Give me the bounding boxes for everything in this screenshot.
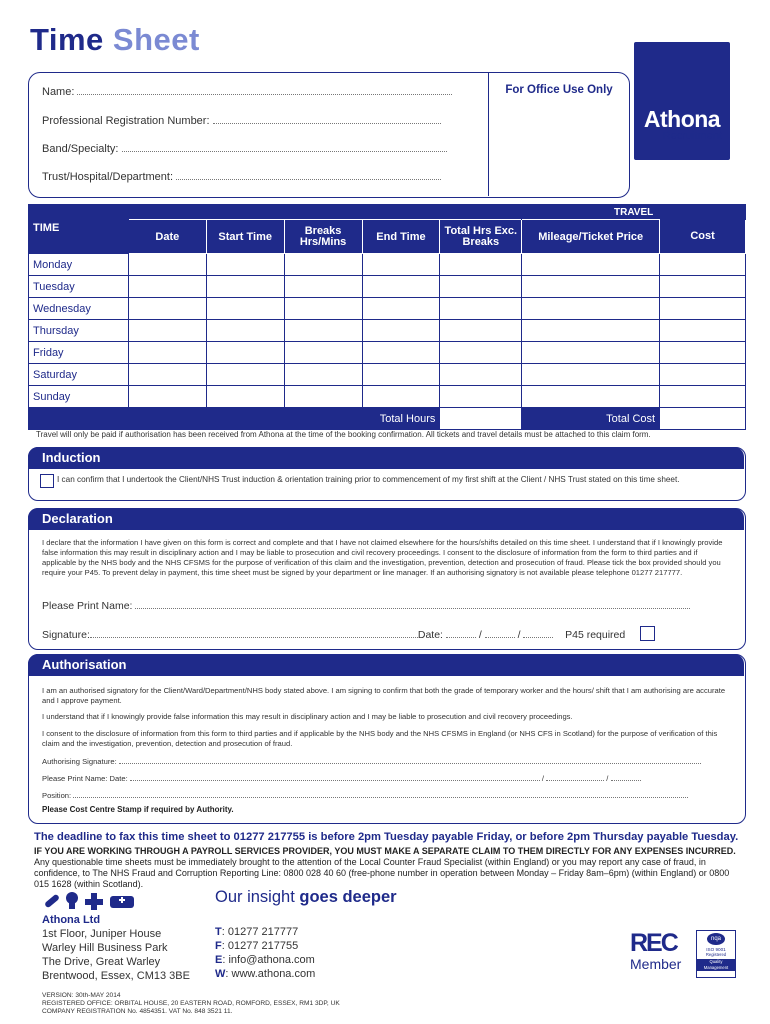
registration-line[interactable]	[213, 115, 441, 124]
col-header: Mileage/Ticket Price	[522, 220, 660, 254]
authorising-signature-field[interactable]	[42, 755, 702, 766]
rec-member-label: Member	[630, 956, 682, 972]
authorising-print-label: Please Print Name: Date:	[42, 774, 128, 783]
address-line: Warley Hill Business Park	[42, 942, 168, 954]
address-line: The Drive, Great Warley	[42, 956, 161, 968]
band-label: Band/Specialty:	[42, 143, 119, 155]
rec-member-badge	[630, 930, 692, 978]
start-cell[interactable]	[206, 364, 284, 386]
start-cell[interactable]	[206, 320, 284, 342]
start-cell[interactable]	[206, 386, 284, 408]
page-title	[30, 22, 200, 58]
company-registration-line: COMPANY REGISTRATION No. 4854351. VAT No. 848 3521 11.	[42, 1008, 233, 1015]
breaks-cell[interactable]	[284, 320, 362, 342]
tagline	[215, 888, 397, 907]
cost-cell[interactable]	[660, 298, 746, 320]
table-row	[29, 342, 746, 364]
syringe-icon	[44, 894, 60, 909]
table-header	[29, 220, 746, 254]
col-header: Breaks Hrs/Mins	[284, 220, 362, 254]
end-cell[interactable]	[362, 342, 440, 364]
table-row	[29, 320, 746, 342]
authorisation-para-3: I consent to the disclosure of information from this form to third parties and if applicable by the NHS body and the NHS CFSMS in England (or NHS CFS in Scotland) for the purpose of verification of this claim and the investigation, prevention, detection and prosecution of fraud.	[42, 729, 718, 748]
day-label: Tuesday	[29, 276, 129, 298]
induction-checkbox[interactable]	[40, 474, 54, 493]
registration-field[interactable]	[42, 115, 462, 127]
p45-checkbox[interactable]	[640, 626, 655, 646]
col-header: Date	[128, 220, 206, 254]
website-line[interactable]: W: www.athona.com	[215, 968, 316, 980]
total-cell[interactable]	[440, 342, 522, 364]
total-cell[interactable]	[440, 364, 522, 386]
day-label: Saturday	[29, 364, 129, 386]
breaks-cell[interactable]	[284, 298, 362, 320]
band-field[interactable]	[42, 143, 462, 155]
start-cell[interactable]	[206, 298, 284, 320]
registered-label: Registered	[705, 952, 727, 957]
end-cell[interactable]	[362, 364, 440, 386]
table-row	[29, 298, 746, 320]
footer	[42, 992, 340, 1016]
iso-label: ISO 9001	[706, 947, 726, 952]
breaks-cell[interactable]	[284, 342, 362, 364]
trust-label: Trust/Hospital/Department:	[42, 171, 174, 183]
name-label: Name:	[42, 86, 75, 98]
payroll-warning-rest: Any questionable time sheets must be immediately brought to the attention of the Local Counter Fraud Specialist (within England) or you may report any case of fraud, in confidence, to The NHS Fraud and Corruption Reporting Line: 0800 028 40 60 (free-phone number in operation between Monday – Friday 8am–6pm) (within England) or 0800 015 1628 (within Scotland).	[34, 857, 730, 889]
ambulance-icon	[110, 896, 134, 908]
total-cell[interactable]	[440, 276, 522, 298]
logo-subtitle: Recruitment	[662, 130, 722, 142]
registration-label: Professional Registration Number:	[42, 115, 210, 127]
date-label: Date:	[417, 629, 443, 641]
stamp-note: Please Cost Centre Stamp if required by Authority.	[42, 805, 234, 814]
tagline-normal: Our insight	[215, 888, 300, 906]
mileage-cell[interactable]	[522, 298, 660, 320]
date-cell[interactable]	[128, 320, 206, 342]
declaration-title: Declaration	[42, 511, 113, 526]
position-label: Position:	[42, 791, 72, 800]
date-cell[interactable]	[128, 298, 206, 320]
address-line: Brentwood, Essex, CM13 3BE	[42, 970, 190, 982]
total-cell[interactable]	[440, 320, 522, 342]
athona-logo	[634, 42, 730, 160]
table-header-top	[29, 205, 746, 220]
breaks-cell[interactable]	[284, 254, 362, 276]
col-header: Start Time	[206, 220, 284, 254]
total-cell[interactable]	[440, 386, 522, 408]
deadline-notice: The deadline to fax this time sheet to 01277 217755 is before 2pm Tuesday payable Friday, or before 2pm Thursday payable Tuesday.	[34, 831, 739, 843]
office-use-label: For Office Use Only	[505, 84, 613, 96]
declaration-print-field[interactable]	[42, 600, 692, 612]
cost-cell[interactable]	[660, 342, 746, 364]
cost-cell[interactable]	[660, 254, 746, 276]
end-cell[interactable]	[362, 386, 440, 408]
total-cell[interactable]	[440, 298, 522, 320]
date-cell[interactable]	[128, 364, 206, 386]
title-word-time: Time	[30, 22, 104, 57]
print-name-label: Please Print Name:	[42, 600, 133, 612]
col-header: Cost	[660, 220, 746, 254]
authorisation-title: Authorisation	[42, 657, 127, 672]
mileage-cell[interactable]	[522, 320, 660, 342]
breaks-cell[interactable]	[284, 276, 362, 298]
total-cell[interactable]	[440, 254, 522, 276]
total-cost-cell[interactable]	[660, 408, 746, 430]
day-label: Wednesday	[29, 298, 129, 320]
name-field[interactable]	[42, 86, 462, 98]
address-line: 1st Floor, Juniper House	[42, 928, 162, 940]
mileage-cell[interactable]	[522, 386, 660, 408]
signature-line[interactable]	[90, 629, 418, 638]
mileage-cell[interactable]	[522, 254, 660, 276]
total-cost-label: Total Cost	[522, 408, 660, 430]
start-cell[interactable]	[206, 276, 284, 298]
travel-header: TRAVEL	[522, 205, 746, 220]
nqa-iso-badge	[696, 930, 736, 978]
cost-cell[interactable]	[660, 276, 746, 298]
title-word-sheet: Sheet	[112, 22, 200, 57]
signature-label: Signature:	[42, 629, 90, 641]
authorising-print-field[interactable]: Please Print Name: Date: / /	[42, 772, 702, 783]
declaration-text: I declare that the information I have given on this form is correct and complete and that I have not claimed elsewhere for the hours/shifts detailed on this time sheet. I understand that if I knowingly provide false information this may result in disciplinary action and I may be liable to prosecution and civil recovery proceedings. I consent to the disclosure of information from the form to third parties and if applicable by the NHS body and the NHS CFSMS for the purpose of verification of this claim and the investigation, prevention, detection and prosecution of fraud. Please tick the box provided should you require your P45. To prevent delay in payment, this time sheet must be signed by your department or line manager. If an authorising signatory is not available please telephone 01277 217777.	[42, 538, 723, 577]
cost-cell[interactable]	[660, 320, 746, 342]
date-cell[interactable]	[128, 386, 206, 408]
trust-line[interactable]	[176, 171, 441, 180]
induction-title: Induction	[42, 450, 101, 465]
payroll-warning	[34, 846, 744, 890]
date-cell[interactable]	[128, 254, 206, 276]
quality-label: Quality Management	[697, 959, 735, 971]
mileage-cell[interactable]	[522, 276, 660, 298]
band-line[interactable]	[122, 143, 447, 152]
day-label: Sunday	[29, 386, 129, 408]
registered-office-line: REGISTERED OFFICE: ORBITAL HOUSE, 20 EASTERN ROAD, ROMFORD, ESSEX, RM1 3DP, UK	[42, 1000, 340, 1007]
total-hours-cell[interactable]	[440, 408, 522, 430]
name-line[interactable]	[77, 86, 452, 95]
end-cell[interactable]	[362, 298, 440, 320]
cost-cell[interactable]	[660, 364, 746, 386]
authorising-signature-line[interactable]	[119, 755, 702, 764]
mileage-cell[interactable]	[522, 364, 660, 386]
date-cell[interactable]	[128, 342, 206, 364]
tagline-bold: goes deeper	[299, 888, 397, 906]
email-line[interactable]: E: info@athona.com	[215, 954, 315, 966]
authorisation-para-1: I am an authorised signatory for the Client/Ward/Department/NHS body stated above. I am signing to confirm that both the grade of temporary worker and the hours/ shift that I am authorising are accurate and I approve payment.	[42, 686, 726, 705]
version-line: VERSION: 30th-MAY 2014	[42, 992, 121, 999]
table-row	[29, 276, 746, 298]
medical-cross-icon	[85, 893, 103, 910]
logo-brand: Athona	[643, 106, 721, 132]
mileage-cell[interactable]	[522, 342, 660, 364]
payroll-warning-bold: IF YOU ARE WORKING THROUGH A PAYROLL SERVICES PROVIDER, YOU MUST MAKE A SEPARATE CLAIM TO THEM DIRECTLY FOR ANY EXPENSES INCURRED.	[34, 846, 736, 856]
service-icons	[42, 890, 138, 912]
timesheet-table	[28, 204, 746, 430]
declaration-signature-field[interactable]: Signature: Date: / / P45 required	[42, 629, 626, 641]
phone-line: T: 01277 217777	[215, 926, 299, 938]
date-cell[interactable]	[128, 276, 206, 298]
col-header: Total Hrs Exc. Breaks	[440, 220, 522, 254]
induction-text: I can confirm that I undertook the Client/NHS Trust induction & orientation training prior to commencement of my first shift at the Client / NHS Trust stated on this time sheet.	[57, 475, 680, 484]
lightbulb-icon	[66, 892, 78, 909]
total-hours-label: Total Hours	[29, 408, 440, 430]
travel-note: Travel will only be paid if authorisation has been received from Athona at the time of the booking confirmation. All tickets and travel details must be attached to this claim form.	[36, 430, 651, 439]
company-name: Athona Ltd	[42, 914, 101, 926]
declaration-header	[28, 508, 744, 530]
authorisation-para-2: I understand that if I knowingly provide false information this may result in disciplinary action and I may be liable to prosecution and civil recovery proceedings.	[42, 712, 573, 721]
position-line[interactable]	[73, 789, 688, 798]
trust-field[interactable]	[42, 171, 462, 183]
end-cell[interactable]	[362, 276, 440, 298]
start-cell[interactable]	[206, 254, 284, 276]
print-name-line[interactable]	[135, 600, 690, 609]
day-label: Monday	[29, 254, 129, 276]
fax-line: F: 01277 217755	[215, 940, 299, 952]
day-label: Thursday	[29, 320, 129, 342]
end-cell[interactable]	[362, 254, 440, 276]
day-label: Friday	[29, 342, 129, 364]
table-row	[29, 386, 746, 408]
company-address	[42, 913, 190, 983]
authorisation-header	[28, 654, 744, 676]
induction-header	[28, 447, 744, 469]
end-cell[interactable]	[362, 320, 440, 342]
breaks-cell[interactable]	[284, 386, 362, 408]
p45-label: P45 required	[565, 629, 626, 641]
time-header: TIME	[29, 220, 129, 254]
authorising-signature-label: Authorising Signature:	[42, 757, 117, 766]
cost-cell[interactable]	[660, 386, 746, 408]
breaks-cell[interactable]	[284, 364, 362, 386]
start-cell[interactable]	[206, 342, 284, 364]
col-header: End Time	[362, 220, 440, 254]
table-row	[29, 364, 746, 386]
rec-logo: REC	[630, 929, 677, 957]
position-field[interactable]	[42, 789, 702, 800]
table-row	[29, 254, 746, 276]
totals-row	[29, 408, 746, 430]
nqa-logo: nqa	[707, 933, 725, 945]
contact-details	[215, 925, 315, 981]
